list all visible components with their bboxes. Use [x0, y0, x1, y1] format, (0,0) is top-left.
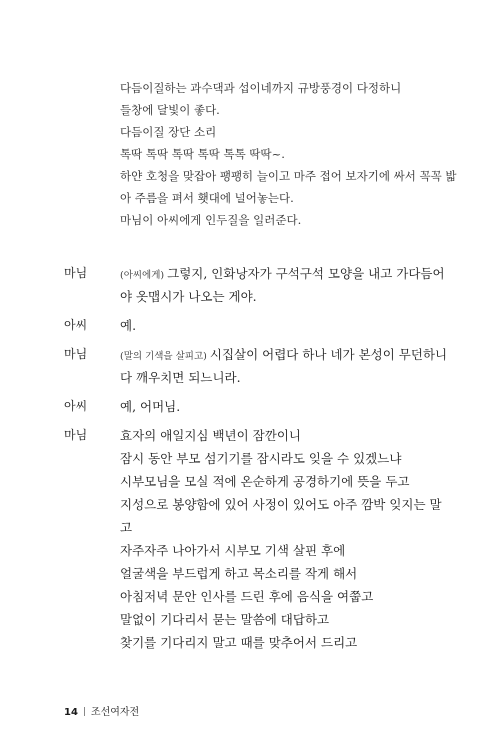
dialogue-line: 찾기를 기다리지 말고 때를 맞추어서 드리고 — [120, 635, 358, 650]
verse-line — [0, 447, 500, 470]
dialogue-row — [0, 395, 500, 418]
acting-direction: (아씨에게) — [120, 270, 165, 281]
dialogue-line: 효자의 애일지심 백년이 잠깐이니 — [120, 428, 301, 443]
verse-line — [0, 631, 500, 654]
dialogue-row — [0, 314, 500, 337]
speaker-name: 아씨 — [64, 399, 88, 413]
stage-direction-line: 톡딱 톡딱 톡딱 톡딱 톡톡 딱딱~. — [120, 147, 285, 161]
verse-line — [0, 608, 500, 631]
stage-directions — [120, 77, 457, 231]
speaker-name: 마님 — [64, 428, 88, 442]
dialogue-line — [120, 262, 445, 287]
verse-line — [0, 493, 500, 516]
verse-line — [0, 470, 500, 493]
stage-direction-line: 하얀 호청을 맞잡아 팽팽히 늘이고 마주 접어 보자기에 싸서 꼭꼭 밟 — [120, 169, 457, 183]
dialogue-text: 그렇지, 인화낭자가 구석구석 모양을 내고 가다듬어 — [167, 266, 445, 281]
stage-direction-line: 마님이 아씨에게 인두질을 일러준다. — [120, 213, 302, 227]
dialogue-line: 아침저녁 문안 인사를 드린 후에 음식을 여쭙고 — [120, 589, 374, 604]
dialogue-line: 말없이 기다리서 묻는 말씀에 대답하고 — [120, 612, 330, 627]
footer-divider — [84, 707, 85, 716]
verse-line — [0, 585, 500, 608]
stage-direction-line: 다듬이질 장단 소리 — [120, 125, 217, 139]
dialogue-line: 다 깨우치면 되느니라. — [120, 370, 241, 385]
dialogue-line — [120, 343, 447, 368]
dialogue-line: 예, 어머님. — [120, 399, 181, 414]
stage-direction-line: 아 주름을 펴서 횃대에 널어놓는다. — [120, 191, 294, 205]
dialogue-line: 지성으로 봉양함에 있어 사정이 있어도 아주 깜박 잊지는 말 — [120, 497, 442, 512]
acting-direction: (말의 기색을 살피고) — [120, 351, 207, 362]
dialogue-line: 자주자주 나아가서 시부모 기색 살핀 후에 — [120, 543, 346, 558]
dialogue-section — [0, 262, 500, 654]
stage-direction-line: 다듬이질하는 과수댁과 섭이네까지 규방풍경이 다정하니 — [120, 81, 402, 95]
dialogue-row — [0, 343, 500, 366]
dialogue-row — [0, 366, 500, 389]
page-footer — [64, 703, 139, 718]
dialogue-line: 얼굴색을 부드럽게 하고 목소리를 작게 해서 — [120, 566, 358, 581]
dialogue-row — [0, 262, 500, 285]
dialogue-line: 예. — [120, 318, 137, 333]
dialogue-line: 잠시 동안 부모 섬기기를 잠시라도 잊을 수 있겠느냐 — [120, 451, 402, 466]
speaker-name: 마님 — [64, 266, 88, 280]
speaker-name: 아씨 — [64, 318, 88, 332]
stage-direction-line: 들창에 달빛이 좋다. — [120, 103, 220, 117]
verse-line — [0, 539, 500, 562]
dialogue-line: 야 옷맵시가 나오는 게야. — [120, 289, 257, 304]
page-number: 14 — [64, 707, 78, 718]
dialogue-row — [0, 424, 500, 447]
verse-line — [0, 562, 500, 585]
dialogue-line: 시부모님을 모실 적에 온순하게 공경하기에 뜻을 두고 — [120, 474, 410, 489]
verse-line — [0, 516, 500, 539]
dialogue-row — [0, 285, 500, 308]
book-title: 조선여자전 — [90, 707, 140, 718]
speaker-name: 마님 — [64, 347, 88, 361]
dialogue-line: 고 — [120, 520, 133, 535]
dialogue-text: 시집살이 어렵다 하나 네가 본성이 무던하니 — [209, 347, 448, 362]
